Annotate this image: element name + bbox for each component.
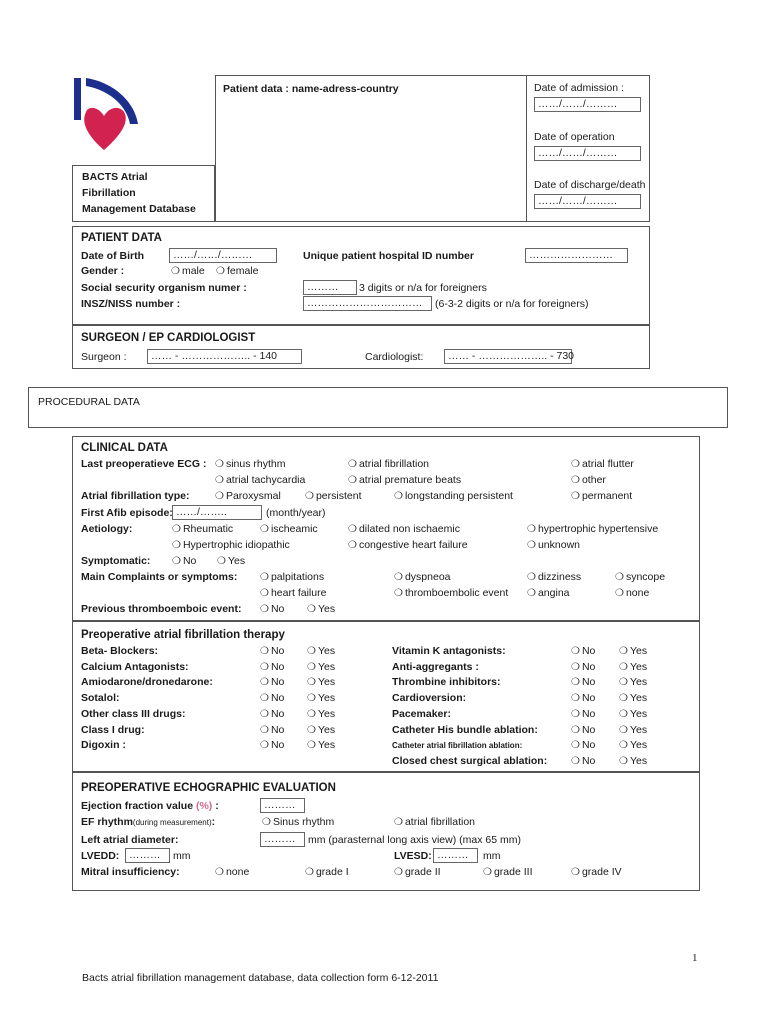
option-label: heart failure [270,587,327,599]
male-label: male [181,265,205,277]
radio-icon: ❍ [483,867,492,878]
option-label: No [581,692,596,704]
prev-thrombo-no-option[interactable] [260,603,284,616]
surgeon-field[interactable]: …… - ……………….. - 140 [147,349,302,364]
rhythm-label-text: EF rhythm [81,816,133,828]
lvedd-unit: mm [173,850,191,862]
radio-icon: ❍ [348,459,357,470]
aetiology-unknown-option[interactable] [527,539,580,552]
hospital-id-field[interactable]: …………………… [525,248,628,263]
radio-icon: ❍ [307,677,316,688]
lvedd-field[interactable]: ……… [125,848,170,863]
la-label: Left atrial diameter: [81,834,179,846]
therapy-left-label: Class I drug: [81,724,145,736]
lvedd-label: LVEDD: [81,850,120,862]
complaint-dizziness-option[interactable] [527,571,581,584]
radio-icon: ❍ [571,709,580,720]
therapy-section [72,621,700,772]
option-label: atrial fibrillation [358,458,429,470]
complaint-thromboembolic-option[interactable] [394,587,508,600]
radio-icon: ❍ [615,588,624,599]
radio-icon: ❍ [571,459,580,470]
option-label: Yes [629,692,648,704]
option-label: Yes [317,603,336,615]
radio-icon: ❍ [307,604,316,615]
option-label: dizziness [537,571,582,583]
radio-icon: ❍ [394,491,403,502]
therapy-left-no-option[interactable] [260,692,284,705]
prev-thrombo-yes-option[interactable] [307,603,335,616]
la-field[interactable]: ……… [260,832,305,847]
ef-label-text: Ejection fraction value [81,800,194,812]
radio-icon: ❍ [260,709,269,720]
option-label: Yes [629,755,648,767]
cardiologist-label: Cardiologist: [365,351,424,363]
therapy-right-label: Closed chest surgical ablation: [392,755,548,767]
option-label: Yes [317,739,336,751]
option-label: angina [537,587,570,599]
option-label: none [625,587,650,599]
radio-icon: ❍ [216,266,225,277]
ecg-label: Last preoperatieve ECG : [81,458,207,470]
therapy-left-no-option[interactable] [260,661,284,674]
af-type-label: Atrial fibrillation type: [81,490,190,502]
option-label: atrial premature beats [358,474,462,486]
footer-text: Bacts atrial fibrillation management database, data collection form 6-12-2011 [82,972,439,984]
radio-icon: ❍ [394,588,403,599]
la-note: mm (parasternal long axis view) (max 65 mm) [308,834,521,846]
option-label: No [581,645,596,657]
therapy-left-yes-option[interactable] [307,692,335,705]
lvesd-unit: mm [483,850,501,862]
db-title-line2: Fibrillation [82,187,136,199]
therapy-right-label: Vitamin K antagonists: [392,645,506,657]
radio-icon: ❍ [217,556,226,567]
discharge-date-field[interactable]: ……/……/……… [534,194,641,209]
radio-icon: ❍ [262,817,271,828]
therapy-left-no-option[interactable] [260,645,284,658]
complaint-syncope-option[interactable] [615,571,665,584]
af-longstanding-option[interactable] [394,490,513,503]
option-label: Hypertrophic idiopathic [182,539,290,551]
ecg-sinus-option[interactable] [215,458,286,471]
option-label: syncope [625,571,666,583]
option-label: Yes [317,692,336,704]
option-label: Rheumatic [182,523,234,535]
mitral-none-option[interactable] [215,866,249,879]
symptomatic-yes-option[interactable] [217,555,245,568]
radio-icon: ❍ [305,491,314,502]
radio-icon: ❍ [215,459,224,470]
therapy-right-label: Catheter atrial fibrillation ablation: [392,741,523,750]
aetiology-dilated-option[interactable] [348,523,460,536]
surgeon-label: Surgeon : [81,351,127,363]
radio-icon: ❍ [260,524,269,535]
option-label: persistent [315,490,362,502]
radio-icon: ❍ [348,524,357,535]
radio-icon: ❍ [307,709,316,720]
radio-icon: ❍ [348,540,357,551]
radio-icon: ❍ [619,662,628,673]
operation-date-field[interactable]: ……/……/……… [534,146,641,161]
therapy-left-no-option[interactable] [260,708,284,721]
complaint-none-option[interactable] [615,587,649,600]
option-label: other [581,474,606,486]
option-label: Yes [317,661,336,673]
therapy-right-yes-option[interactable] [619,692,647,705]
complaint-dyspnoea-option[interactable] [394,571,451,584]
insz-note: (6-3-2 digits or n/a for foreigners) [435,298,589,310]
aetiology-congestive-option[interactable] [348,539,468,552]
therapy-right-no-option[interactable] [571,724,595,737]
ecg-tachy-option[interactable] [215,474,305,487]
option-label: dyspneoa [404,571,451,583]
option-label: No [581,724,596,736]
clinical-data-title: CLINICAL DATA [81,442,168,454]
therapy-right-yes-option[interactable] [619,645,647,658]
option-label: No [270,708,285,720]
option-label: sinus rhythm [225,458,286,470]
cardiologist-field[interactable]: …… - ……………….. - 730 [444,349,572,364]
option-label: ischeamic [270,523,318,535]
radio-icon: ❍ [571,491,580,502]
af-paroxysmal-option[interactable] [215,490,281,503]
radio-icon: ❍ [171,266,180,277]
insz-label: INSZ/NISS number : [81,298,181,310]
ef-unit: (%) [195,800,213,812]
option-label: Yes [317,724,336,736]
therapy-left-yes-option[interactable] [307,676,335,689]
radio-icon: ❍ [307,693,316,704]
symptomatic-no-option[interactable] [172,555,196,568]
option-label: Yes [629,661,648,673]
patient-address-label: Patient data : name-adress-country [223,83,399,95]
radio-icon: ❍ [394,572,403,583]
radio-icon: ❍ [307,725,316,736]
therapy-right-no-option[interactable] [571,692,595,705]
lvesd-label: LVESD: [394,850,432,862]
radio-icon: ❍ [619,693,628,704]
complaint-heart-failure-option[interactable] [260,587,326,600]
lvesd-field[interactable]: ……… [433,848,478,863]
therapy-right-yes-option[interactable] [619,739,647,752]
therapy-right-yes-option[interactable] [619,724,647,737]
aetiology-rheumatic-option[interactable] [172,523,233,536]
therapy-right-no-option[interactable] [571,739,595,752]
radio-icon: ❍ [571,677,580,688]
option-label: No [270,603,285,615]
symptomatic-label: Symptomatic: [81,555,151,567]
ecg-other-option[interactable] [571,474,606,487]
ecg-afib-option[interactable] [348,458,429,471]
radio-icon: ❍ [307,662,316,673]
echo-sinus-option[interactable] [262,816,334,829]
insz-field[interactable]: …………………………… [303,296,432,311]
radio-icon: ❍ [172,540,181,551]
option-label: thromboembolic event [404,587,509,599]
mitral-grade1-option[interactable] [305,866,349,879]
discharge-label: Date of discharge/death [534,179,646,191]
therapy-title: Preoperative atrial fibrillation therapy [81,629,285,641]
therapy-right-label: Thrombine inhibitors: [392,676,501,688]
option-label: No [270,692,285,704]
option-label: grade IV [581,866,622,878]
therapy-left-no-option[interactable] [260,739,284,752]
option-label: Yes [629,676,648,688]
therapy-left-label: Amiodarone/dronedarone: [81,676,213,688]
radio-icon: ❍ [172,524,181,535]
rhythm-note: (during measurement) [132,818,212,827]
option-label: No [182,555,197,567]
mitral-grade3-option[interactable] [483,866,533,879]
therapy-left-label: Sotalol: [81,692,120,704]
option-label: palpitations [270,571,325,583]
radio-icon: ❍ [527,588,536,599]
radio-icon: ❍ [619,646,628,657]
complaint-angina-option[interactable] [527,587,570,600]
radio-icon: ❍ [215,491,224,502]
ssn-note: 3 digits or n/a for foreigners [359,282,487,294]
ef-colon: : [215,800,219,812]
prev-thrombo-label: Previous thromboemboic event: [81,603,242,615]
radio-icon: ❍ [619,725,628,736]
option-label: dilated non ischaemic [358,523,460,535]
gender-male-option[interactable] [171,265,205,278]
option-label: permanent [581,490,633,502]
aetiology-label: Aetiology: [81,523,133,535]
ssn-field[interactable]: ……… [303,280,357,295]
therapy-left-yes-option[interactable] [307,661,335,674]
option-label: No [270,676,285,688]
complaints-label: Main Complaints or symptoms: [81,571,238,583]
therapy-right-no-option[interactable] [571,661,595,674]
therapy-right-no-option[interactable] [571,676,595,689]
patient-address-box [215,75,527,222]
echo-title: PREOPERATIVE ECHOGRAPHIC EVALUATION [81,782,336,794]
aetiology-ischeamic-option[interactable] [260,523,318,536]
option-label: No [581,676,596,688]
gender-label: Gender : [81,265,125,277]
option-label: No [581,755,596,767]
admission-date-field[interactable]: ……/……/……… [534,97,641,112]
radio-icon: ❍ [260,677,269,688]
radio-icon: ❍ [260,693,269,704]
radio-icon: ❍ [260,646,269,657]
mitral-grade2-option[interactable] [394,866,441,879]
therapy-left-yes-option[interactable] [307,724,335,737]
page-number: 1 [692,952,698,964]
radio-icon: ❍ [307,646,316,657]
dob-field[interactable]: ……/……/……… [169,248,277,263]
option-label: hypertrophic hypertensive [537,523,659,535]
radio-icon: ❍ [394,867,403,878]
admission-label: Date of admission : [534,82,624,94]
therapy-left-label: Digoxin : [81,739,126,751]
option-label: unknown [537,539,580,551]
radio-icon: ❍ [215,475,224,486]
radio-icon: ❍ [571,475,580,486]
option-label: Yes [317,708,336,720]
radio-icon: ❍ [394,817,403,828]
db-title-line1: BACTS Atrial [82,171,148,183]
option-label: grade II [404,866,441,878]
radio-icon: ❍ [619,740,628,751]
operation-label: Date of operation [534,131,615,143]
option-label: none [225,866,250,878]
gender-female-option[interactable] [216,265,258,278]
patient-data-title: PATIENT DATA [81,232,162,244]
surgeon-title: SURGEON / EP CARDIOLOGIST [81,332,256,344]
option-label: Yes [629,708,648,720]
radio-icon: ❍ [571,740,580,751]
dob-label: Date of Birth [81,250,144,262]
radio-icon: ❍ [619,677,628,688]
option-label: Yes [629,739,648,751]
therapy-right-yes-option[interactable] [619,676,647,689]
therapy-right-label: Catheter His bundle ablation: [392,724,538,736]
mitral-label: Mitral insufficiency: [81,866,180,878]
option-label: No [581,708,596,720]
therapy-right-no-option[interactable] [571,755,595,768]
radio-icon: ❍ [571,756,580,767]
radio-icon: ❍ [615,572,624,583]
therapy-left-yes-option[interactable] [307,708,335,721]
option-label: No [270,661,285,673]
therapy-right-label: Anti-aggregants : [392,661,479,673]
radio-icon: ❍ [571,693,580,704]
first-afib-label: First Afib episode: [81,507,173,519]
radio-icon: ❍ [527,524,536,535]
radio-icon: ❍ [571,646,580,657]
radio-icon: ❍ [260,572,269,583]
option-label: longstanding persistent [404,490,513,502]
option-label: Yes [317,645,336,657]
option-label: Paroxysmal [225,490,281,502]
radio-icon: ❍ [527,540,536,551]
therapy-left-yes-option[interactable] [307,739,335,752]
option-label: congestive heart failure [358,539,468,551]
option-label: No [270,739,285,751]
af-persistent-option[interactable] [305,490,362,503]
procedural-data-title: PROCEDURAL DATA [38,396,140,408]
radio-icon: ❍ [260,725,269,736]
ef-field[interactable]: ……… [260,798,305,813]
option-label: No [581,739,596,751]
therapy-left-no-option[interactable] [260,676,284,689]
aetiology-hyper-idio-option[interactable] [172,539,290,552]
radio-icon: ❍ [260,662,269,673]
female-label: female [226,265,259,277]
radio-icon: ❍ [172,556,181,567]
option-label: Yes [629,724,648,736]
radio-icon: ❍ [260,604,269,615]
option-label: atrial flutter [581,458,634,470]
therapy-left-label: Beta- Blockers: [81,645,159,657]
radio-icon: ❍ [527,572,536,583]
echo-afib-option[interactable] [394,816,475,829]
ecg-premature-option[interactable] [348,474,461,487]
ef-label [81,800,219,813]
therapy-left-no-option[interactable] [260,724,284,737]
option-label: atrial fibrillation [404,816,475,828]
af-permanent-option[interactable] [571,490,632,503]
radio-icon: ❍ [307,740,316,751]
therapy-right-yes-option[interactable] [619,661,647,674]
option-label: Yes [227,555,246,567]
therapy-right-yes-option[interactable] [619,755,647,768]
hospital-id-label: Unique patient hospital ID number [303,250,474,262]
therapy-right-label: Pacemaker: [392,708,451,720]
radio-icon: ❍ [571,725,580,736]
rhythm-colon: : [211,816,216,828]
radio-icon: ❍ [571,867,580,878]
radio-icon: ❍ [348,475,357,486]
rhythm-label [81,816,215,829]
therapy-left-label: Calcium Antagonists: [81,661,189,673]
option-label: grade III [493,866,533,878]
option-label: atrial tachycardia [225,474,306,486]
therapy-right-yes-option[interactable] [619,708,647,721]
option-label: No [270,645,285,657]
first-afib-field[interactable]: ……/…….. [172,505,262,520]
therapy-left-yes-option[interactable] [307,645,335,658]
radio-icon: ❍ [305,867,314,878]
complaint-palpitations-option[interactable] [260,571,324,584]
radio-icon: ❍ [571,662,580,673]
option-label: Yes [317,676,336,688]
db-title-line3: Management Database [82,203,196,215]
radio-icon: ❍ [260,588,269,599]
therapy-left-label: Other class III drugs: [81,708,186,720]
mitral-grade4-option[interactable] [571,866,622,879]
option-label: No [270,724,285,736]
option-label: Yes [629,645,648,657]
therapy-right-no-option[interactable] [571,708,595,721]
option-label: grade I [315,866,349,878]
therapy-right-no-option[interactable] [571,645,595,658]
bacts-logo [72,76,142,160]
ssn-label: Social security organism numer : [81,282,247,294]
ecg-flutter-option[interactable] [571,458,634,471]
aetiology-hyper-hyper-option[interactable] [527,523,658,536]
radio-icon: ❍ [260,740,269,751]
option-label: No [581,661,596,673]
therapy-right-label: Cardioversion: [392,692,467,704]
first-afib-unit: (month/year) [266,507,326,519]
radio-icon: ❍ [619,756,628,767]
radio-icon: ❍ [215,867,224,878]
option-label: Sinus rhythm [272,816,335,828]
radio-icon: ❍ [619,709,628,720]
